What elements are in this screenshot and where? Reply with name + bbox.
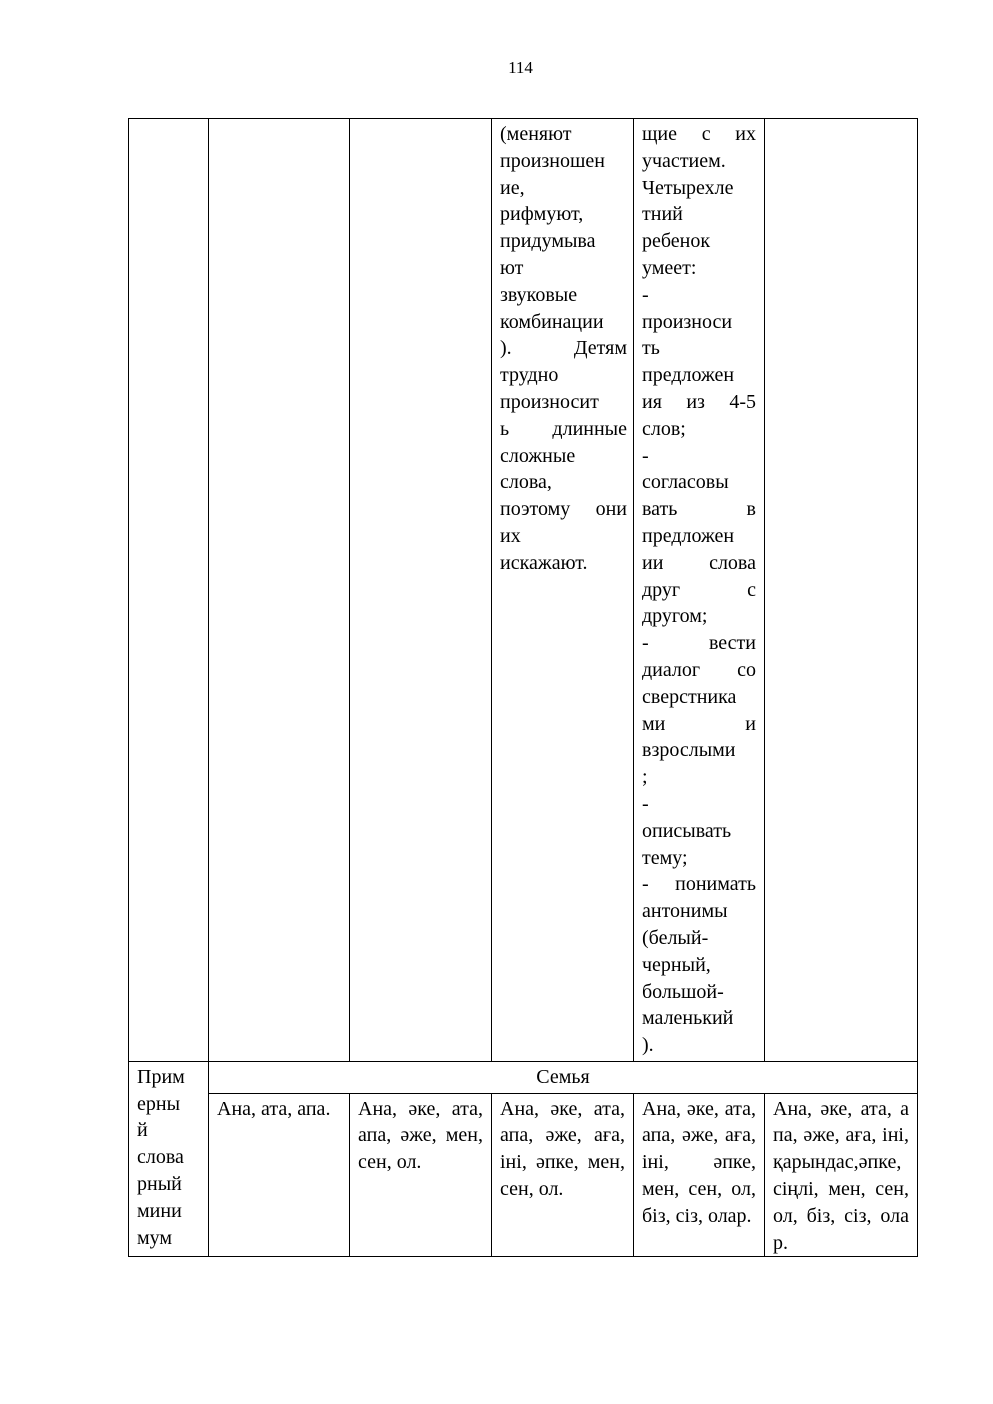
cell-empty bbox=[765, 119, 918, 1062]
vocab-cell-1: Ана, ата, апа. bbox=[209, 1093, 350, 1257]
text-line: друг с bbox=[642, 578, 756, 601]
text-line: рифмуют, bbox=[500, 203, 584, 226]
cell-empty bbox=[129, 119, 209, 1062]
text-line: - bbox=[642, 444, 649, 467]
vocab-cell-4: Ана, әке, ата, апа, әже, аға, іні, әпке, мен, сен, ол, біз, сіз, олар. bbox=[634, 1093, 765, 1257]
text-line: мини bbox=[137, 1199, 182, 1222]
text-line: описывать bbox=[642, 819, 732, 842]
page-number: 114 bbox=[508, 58, 533, 77]
text-line: предложен bbox=[642, 364, 735, 387]
table-row-heading bbox=[129, 1061, 918, 1093]
text-line: (белый- bbox=[642, 926, 709, 949]
text-line: ия из 4-5 bbox=[642, 390, 756, 413]
text-line: маленький bbox=[642, 1007, 734, 1030]
text-line: - вести bbox=[642, 632, 756, 655]
section-heading: Семья bbox=[209, 1061, 918, 1093]
text-line: сложные bbox=[500, 444, 576, 467]
text-line: ют bbox=[500, 256, 524, 279]
text-line: другом; bbox=[642, 605, 708, 628]
text-line: ии слова bbox=[642, 551, 756, 574]
text-line: произношен bbox=[500, 149, 605, 172]
text-line: тему; bbox=[642, 846, 688, 869]
text-line: ие, bbox=[500, 176, 525, 199]
table-row-vocabulary bbox=[129, 1093, 918, 1257]
text-line: предложен bbox=[642, 524, 735, 547]
table-row-continued bbox=[129, 119, 918, 1062]
text-line: - bbox=[642, 792, 649, 815]
text-line: произносит bbox=[500, 390, 599, 413]
text-line: черный, bbox=[642, 953, 711, 976]
text-line: слова, bbox=[500, 471, 552, 494]
text-line: - понимать bbox=[642, 873, 756, 896]
vocab-cell-5: Ана, әке, ата, апа, әже, аға, іні, қарындас,әпке, сіңлі, мен, сен, ол, біз, сіз, олар. bbox=[765, 1093, 918, 1257]
text-line: й bbox=[137, 1119, 148, 1142]
text-line: их bbox=[500, 524, 521, 547]
text-line: произноси bbox=[642, 310, 733, 333]
text-line: согласовы bbox=[642, 471, 729, 494]
text-line: ерны bbox=[137, 1092, 181, 1115]
vocabulary-table bbox=[128, 118, 918, 1257]
cell-empty bbox=[350, 119, 492, 1062]
cell-skills bbox=[634, 119, 765, 1062]
text-line: антонимы bbox=[642, 900, 728, 923]
text-line: ). Детям bbox=[500, 337, 627, 360]
cell-speech-features bbox=[492, 119, 634, 1062]
text-line: придумыва bbox=[500, 230, 596, 253]
vocab-cell-3: Ана, әке, ата, апа, әже, аға, іні, әпке, мен, сен, ол. bbox=[492, 1093, 634, 1257]
text-line: диалог со bbox=[642, 658, 756, 681]
text-line: участием. bbox=[642, 149, 726, 172]
text-line: большой- bbox=[642, 980, 724, 1003]
text-line: слов; bbox=[642, 417, 686, 440]
text-line: ь длинные bbox=[500, 417, 627, 440]
text-line: сверстника bbox=[642, 685, 737, 708]
text-line: Четырехле bbox=[642, 176, 734, 199]
text-line: вать в bbox=[642, 498, 756, 521]
text-line: трудно bbox=[500, 364, 559, 387]
text-line: звуковые bbox=[500, 283, 578, 306]
skills-text bbox=[642, 121, 756, 1059]
text-line: ребенок bbox=[642, 230, 711, 253]
text-line: ; bbox=[642, 766, 648, 789]
text-line: ть bbox=[642, 337, 660, 360]
text-line: умеет: bbox=[642, 256, 697, 279]
speech-features-text bbox=[500, 121, 627, 577]
text-line: комбинации bbox=[500, 310, 604, 333]
cell-row-label bbox=[129, 1061, 209, 1257]
text-line: поэтому они bbox=[500, 498, 627, 521]
text-line: рный bbox=[137, 1173, 182, 1196]
text-line: ми и bbox=[642, 712, 756, 735]
cell-empty bbox=[209, 119, 350, 1062]
text-line: взрослыми bbox=[642, 739, 736, 762]
text-line: Прим bbox=[137, 1065, 185, 1088]
text-line: тний bbox=[642, 203, 683, 226]
vocab-cell-2: Ана, әке, ата, апа, әже, мен, сен, ол. bbox=[350, 1093, 492, 1257]
text-line: - bbox=[642, 283, 649, 306]
row-label-text bbox=[137, 1064, 200, 1252]
text-line: щие с их bbox=[642, 123, 756, 145]
text-line: ). bbox=[642, 1034, 654, 1057]
text-line: (меняют bbox=[500, 123, 572, 145]
text-line: слова bbox=[137, 1146, 184, 1169]
text-line: мум bbox=[137, 1226, 173, 1249]
text-line: искажают. bbox=[500, 551, 588, 574]
